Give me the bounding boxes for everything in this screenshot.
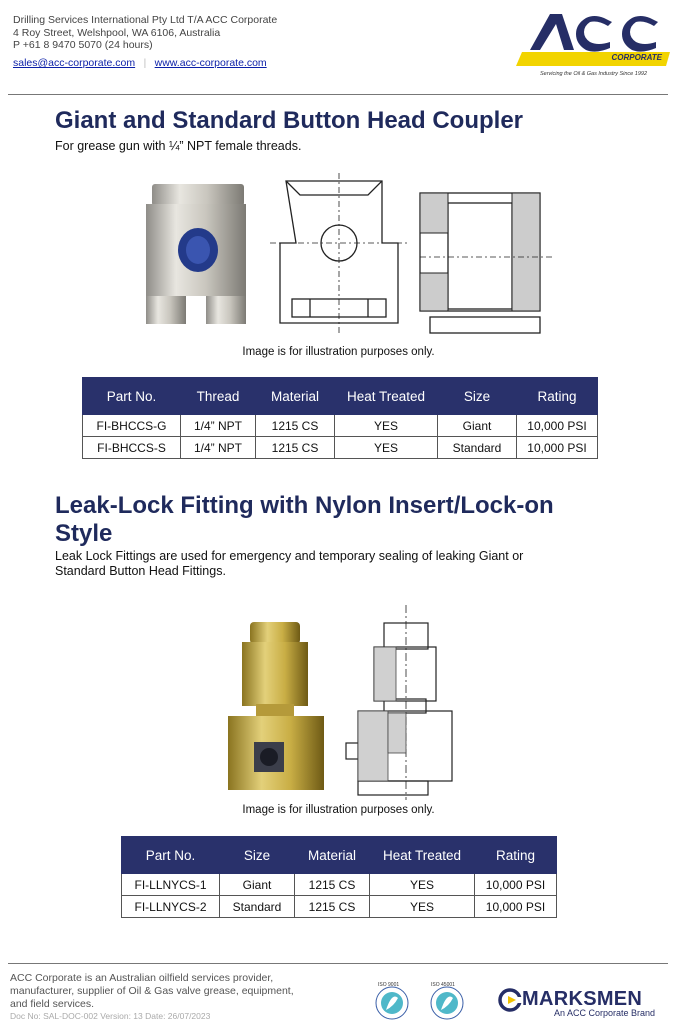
col-size: Size	[438, 378, 517, 415]
cell-part-no: FI-LLNYCS-2	[122, 896, 220, 918]
marksmen-wordmark: MARKSMEN	[522, 988, 643, 1010]
table-header-row	[122, 837, 557, 874]
cell-part-no: FI-BHCCS-G	[83, 415, 181, 437]
section2-caption: Image is for illustration purposes only.	[242, 804, 435, 816]
company-phone: P +61 8 9470 5070 (24 hours)	[13, 39, 153, 51]
iso-45001-badge	[427, 984, 467, 1022]
cell-rating: 10,000 PSI	[475, 874, 557, 896]
col-size: Size	[220, 837, 295, 874]
cell-size: Standard	[220, 896, 295, 918]
col-part-no: Part No.	[122, 837, 220, 874]
email-link[interactable]: sales@acc-corporate.com	[13, 57, 136, 69]
acc-logo	[510, 10, 670, 82]
section1-caption: Image is for illustration purposes only.	[242, 346, 435, 358]
leak-lock-drawing	[340, 605, 460, 800]
doc-number: Doc No: SAL-DOC-002 Version: 13 Date: 26/07/2023	[10, 1011, 211, 1021]
iso-badge-icon	[372, 984, 412, 1022]
footer-line3: and field services.	[10, 998, 95, 1010]
cell-size: Giant	[220, 874, 295, 896]
company-name: Drilling Services International Pty Ltd T/A ACC Corporate	[13, 14, 278, 26]
section2-spec-table	[121, 836, 557, 918]
section2-title-line2: Style	[55, 520, 113, 547]
website-link[interactable]: www.acc-corporate.com	[154, 57, 267, 69]
table-header-row	[83, 378, 598, 415]
section1-subtitle: For grease gun with ¼” NPT female threads.	[55, 139, 302, 153]
cell-heat-treated: YES	[370, 874, 475, 896]
header-divider	[8, 94, 668, 95]
table-row	[83, 437, 598, 459]
section2-desc-line2: Standard Button Head Fittings.	[55, 564, 226, 578]
iso-badge-icon	[427, 984, 467, 1022]
footer-line2: manufacturer, supplier of Oil & Gas valve grease, equipment,	[10, 985, 294, 997]
logo-banner: CORPORATE	[611, 53, 662, 62]
table-row	[83, 415, 598, 437]
cell-size: Giant	[438, 415, 517, 437]
cell-material: 1215 CS	[256, 415, 335, 437]
cell-material: 1215 CS	[295, 874, 370, 896]
iso-9001-label: ISO 9001	[378, 982, 400, 988]
iso-9001-badge	[372, 984, 412, 1022]
cell-rating: 10,000 PSI	[517, 437, 598, 459]
col-part-no: Part No.	[83, 378, 181, 415]
section2-desc-line1: Leak Lock Fittings are used for emergency and temporary sealing of leaking Giant or	[55, 549, 524, 563]
coupler-photo	[140, 178, 252, 328]
cell-rating: 10,000 PSI	[517, 415, 598, 437]
col-material: Material	[256, 378, 335, 415]
footer-line1: ACC Corporate is an Australian oilfield services provider,	[10, 972, 274, 984]
coupler-drawing	[270, 173, 555, 338]
table-row	[122, 896, 557, 918]
cell-thread: 1/4” NPT	[181, 437, 256, 459]
table-row	[122, 874, 557, 896]
section2-title-line1: Leak-Lock Fitting with Nylon Insert/Lock-on	[55, 492, 554, 519]
footer-divider	[8, 963, 668, 964]
company-address: 4 Roy Street, Welshpool, WA 6106, Australia	[13, 26, 221, 39]
leak-lock-photo	[222, 618, 328, 794]
marksmen-logo	[498, 986, 663, 1020]
logo-tagline: Servicing the Oil & Gas Industry Since 1992	[540, 71, 647, 77]
col-heat-treated: Heat Treated	[370, 837, 475, 874]
col-thread: Thread	[181, 378, 256, 415]
marksmen-emblem-icon	[498, 988, 522, 1012]
cell-heat-treated: YES	[335, 415, 438, 437]
col-rating: Rating	[475, 837, 557, 874]
cell-heat-treated: YES	[370, 896, 475, 918]
cell-material: 1215 CS	[256, 437, 335, 459]
marksmen-tagline: An ACC Corporate Brand	[554, 1008, 656, 1018]
cell-rating: 10,000 PSI	[475, 896, 557, 918]
acc-logo-mark	[510, 10, 670, 72]
cell-size: Standard	[438, 437, 517, 459]
link-separator: |	[143, 58, 147, 69]
section1-title: Giant and Standard Button Head Coupler	[55, 107, 524, 134]
col-rating: Rating	[517, 378, 598, 415]
cell-material: 1215 CS	[295, 896, 370, 918]
cell-heat-treated: YES	[335, 437, 438, 459]
section1-spec-table	[82, 377, 598, 459]
col-heat-treated: Heat Treated	[335, 378, 438, 415]
cell-thread: 1/4” NPT	[181, 415, 256, 437]
cell-part-no: FI-BHCCS-S	[83, 437, 181, 459]
col-material: Material	[295, 837, 370, 874]
cell-part-no: FI-LLNYCS-1	[122, 874, 220, 896]
iso-45001-label: ISO 45001	[431, 982, 455, 988]
